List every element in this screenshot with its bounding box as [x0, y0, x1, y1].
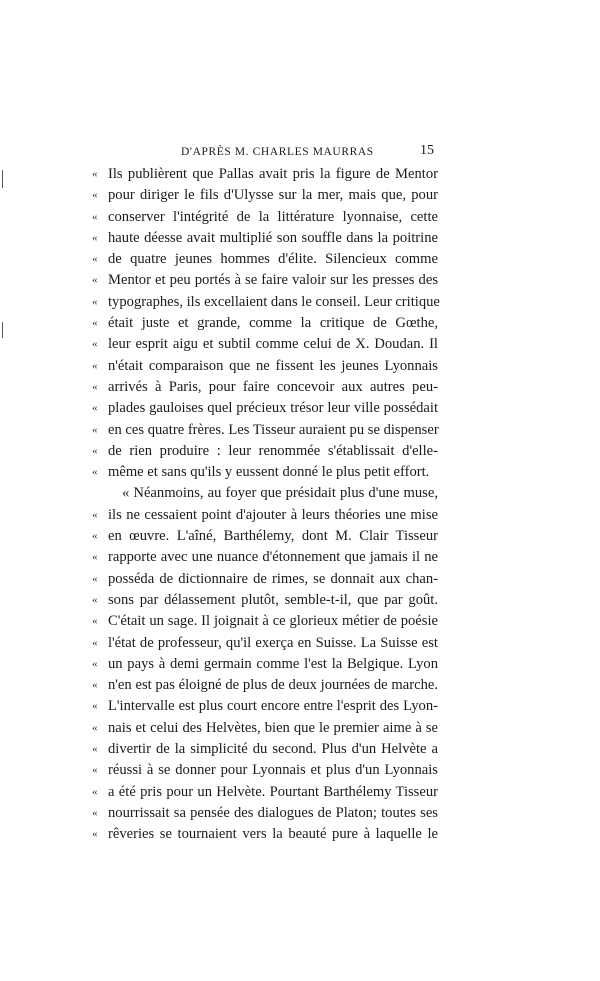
line-text: nais et celui des Helvètes, bien que le premier aime à se — [108, 719, 438, 736]
quote-mark: « — [92, 402, 98, 415]
line-text: de quatre jeunes hommes d'élite. Silencieux comme — [108, 251, 438, 268]
text-line — [92, 334, 438, 355]
text-line — [92, 760, 438, 781]
text-line — [92, 249, 438, 270]
quote-mark: « — [92, 380, 98, 393]
line-text: n'en est pas éloigné de plus de deux journées de marche. — [108, 677, 438, 694]
text-line — [92, 441, 438, 462]
text-line — [92, 718, 438, 739]
line-text: leur esprit aigu et subtil comme celui de X. Doudan. Il — [108, 336, 438, 353]
line-text: en ces quatre frères. Les Tisseur auraient pu se dispenser — [108, 421, 439, 438]
line-text: typographes, ils excellaient dans le conseil. Leur critique — [108, 293, 440, 310]
line-text: en œuvre. L'aîné, Barthélemy, dont M. Clair Tisseur — [108, 528, 438, 545]
quote-mark: « — [92, 423, 98, 436]
line-text: « Néanmoins, au foyer que présidait plus d'une muse, — [122, 485, 438, 502]
text-line — [92, 420, 438, 441]
text-line — [92, 270, 438, 291]
text-line — [92, 356, 438, 377]
quote-mark: « — [92, 466, 98, 479]
line-text: haute déesse avait multiplié son souffle dans la poitrine — [108, 229, 438, 246]
quote-mark: « — [92, 508, 98, 521]
paragraph-start-line — [92, 483, 438, 504]
quote-mark: « — [92, 657, 98, 670]
line-text: nourrissait sa pensée des dialogues de Platon; toutes ses — [108, 804, 438, 821]
quote-mark: « — [92, 210, 98, 223]
quote-mark: « — [92, 168, 98, 180]
quote-mark: « — [92, 700, 98, 713]
line-text: pour diriger le fils d'Ulysse sur la mer, mais que, pour — [108, 187, 438, 204]
text-line — [92, 654, 438, 675]
quote-mark: « — [92, 679, 98, 692]
line-text: Mentor et peu portés à se faire valoir sur les presses des — [108, 272, 438, 289]
line-text: réussi à se donner pour Lyonnais et plus d'un Lyonnais — [108, 762, 438, 779]
text-line — [92, 547, 438, 568]
body-text — [92, 164, 438, 846]
line-text: de rien produire : leur renommée s'établissait d'elle- — [108, 442, 438, 459]
text-line — [92, 313, 438, 334]
page-number: 15 — [420, 143, 434, 158]
line-text: divertir de la simplicité du second. Plus d'un Helvète a — [108, 741, 438, 758]
line-text: posséda de dictionnaire de rimes, se donnait aux chan- — [108, 570, 438, 587]
quote-mark: « — [92, 444, 98, 457]
text-line — [92, 675, 438, 696]
quote-mark: « — [92, 338, 98, 351]
text-line — [92, 803, 438, 824]
line-text: l'état de professeur, qu'il exerça en Suisse. La Suisse est — [108, 634, 438, 651]
quote-mark: « — [92, 593, 98, 606]
text-line — [92, 505, 438, 526]
line-text: était juste et grande, comme la critique de Gœthe, — [108, 315, 438, 332]
line-text: n'était comparaison que ne fissent les jeunes Lyonnais — [108, 357, 438, 374]
quote-mark: « — [92, 721, 98, 734]
text-line — [92, 377, 438, 398]
text-line — [92, 292, 438, 313]
line-text: conserver l'intégrité de la littérature lyonnaise, cette — [108, 208, 438, 225]
quote-mark: « — [92, 764, 98, 777]
quote-mark: « — [92, 551, 98, 564]
line-text: ils ne cessaient point d'ajouter à leurs théories une mise — [108, 506, 438, 523]
line-text: a été pris pour un Helvète. Pourtant Barthélemy Tisseur — [108, 783, 438, 800]
text-line — [92, 696, 438, 717]
quote-mark: « — [92, 828, 98, 841]
line-text: Ils publièrent que Pallas avait pris la figure de Mentor — [108, 166, 438, 182]
line-text: rapporte avec une nuance d'étonnement que jamais il ne — [108, 549, 438, 566]
quote-mark: « — [92, 231, 98, 244]
quote-mark: « — [92, 189, 98, 202]
text-line — [92, 633, 438, 654]
margin-mark-top — [2, 170, 3, 188]
text-line — [92, 164, 438, 185]
quote-mark: « — [92, 253, 98, 266]
line-text: rêveries se tournaient vers la beauté pure à laquelle le — [108, 826, 438, 843]
text-line — [92, 590, 438, 611]
quote-mark: « — [92, 295, 98, 308]
line-text: C'était un sage. Il joignait à ce glorieux métier de poésie — [108, 613, 438, 630]
text-line — [92, 462, 438, 483]
quote-mark: « — [92, 785, 98, 798]
quote-mark: « — [92, 359, 98, 372]
text-line — [92, 398, 438, 419]
quote-mark: « — [92, 615, 98, 628]
quote-mark: « — [92, 317, 98, 330]
text-line — [92, 824, 438, 845]
text-line — [92, 611, 438, 632]
quote-mark: « — [92, 530, 98, 543]
quote-mark: « — [92, 743, 98, 756]
line-text: même et sans qu'ils y eussent donné le plus petit effort. — [108, 464, 430, 481]
line-text: arrivés à Paris, pour faire concevoir aux autres peu- — [108, 378, 438, 395]
running-title: D'APRÈS M. CHARLES MAURRAS — [181, 146, 374, 158]
quote-mark: « — [92, 572, 98, 585]
text-line — [92, 228, 438, 249]
quote-mark: « — [92, 274, 98, 287]
line-text: sons par délassement plutôt, semble-t-il, que par goût. — [108, 591, 438, 608]
text-line — [92, 207, 438, 228]
line-text: L'intervalle est plus court encore entre l'esprit des Lyon- — [108, 698, 438, 715]
line-text: un pays à demi germain comme l'est la Belgique. Lyon — [108, 655, 438, 672]
text-line — [92, 739, 438, 760]
margin-mark-bottom — [2, 322, 3, 338]
quote-mark: « — [92, 806, 98, 819]
line-text: plades gauloises quel précieux trésor leur ville possédait — [108, 400, 438, 417]
quote-mark: « — [92, 636, 98, 649]
text-line — [92, 782, 438, 803]
text-line — [92, 569, 438, 590]
text-line — [92, 185, 438, 206]
text-line — [92, 526, 438, 547]
